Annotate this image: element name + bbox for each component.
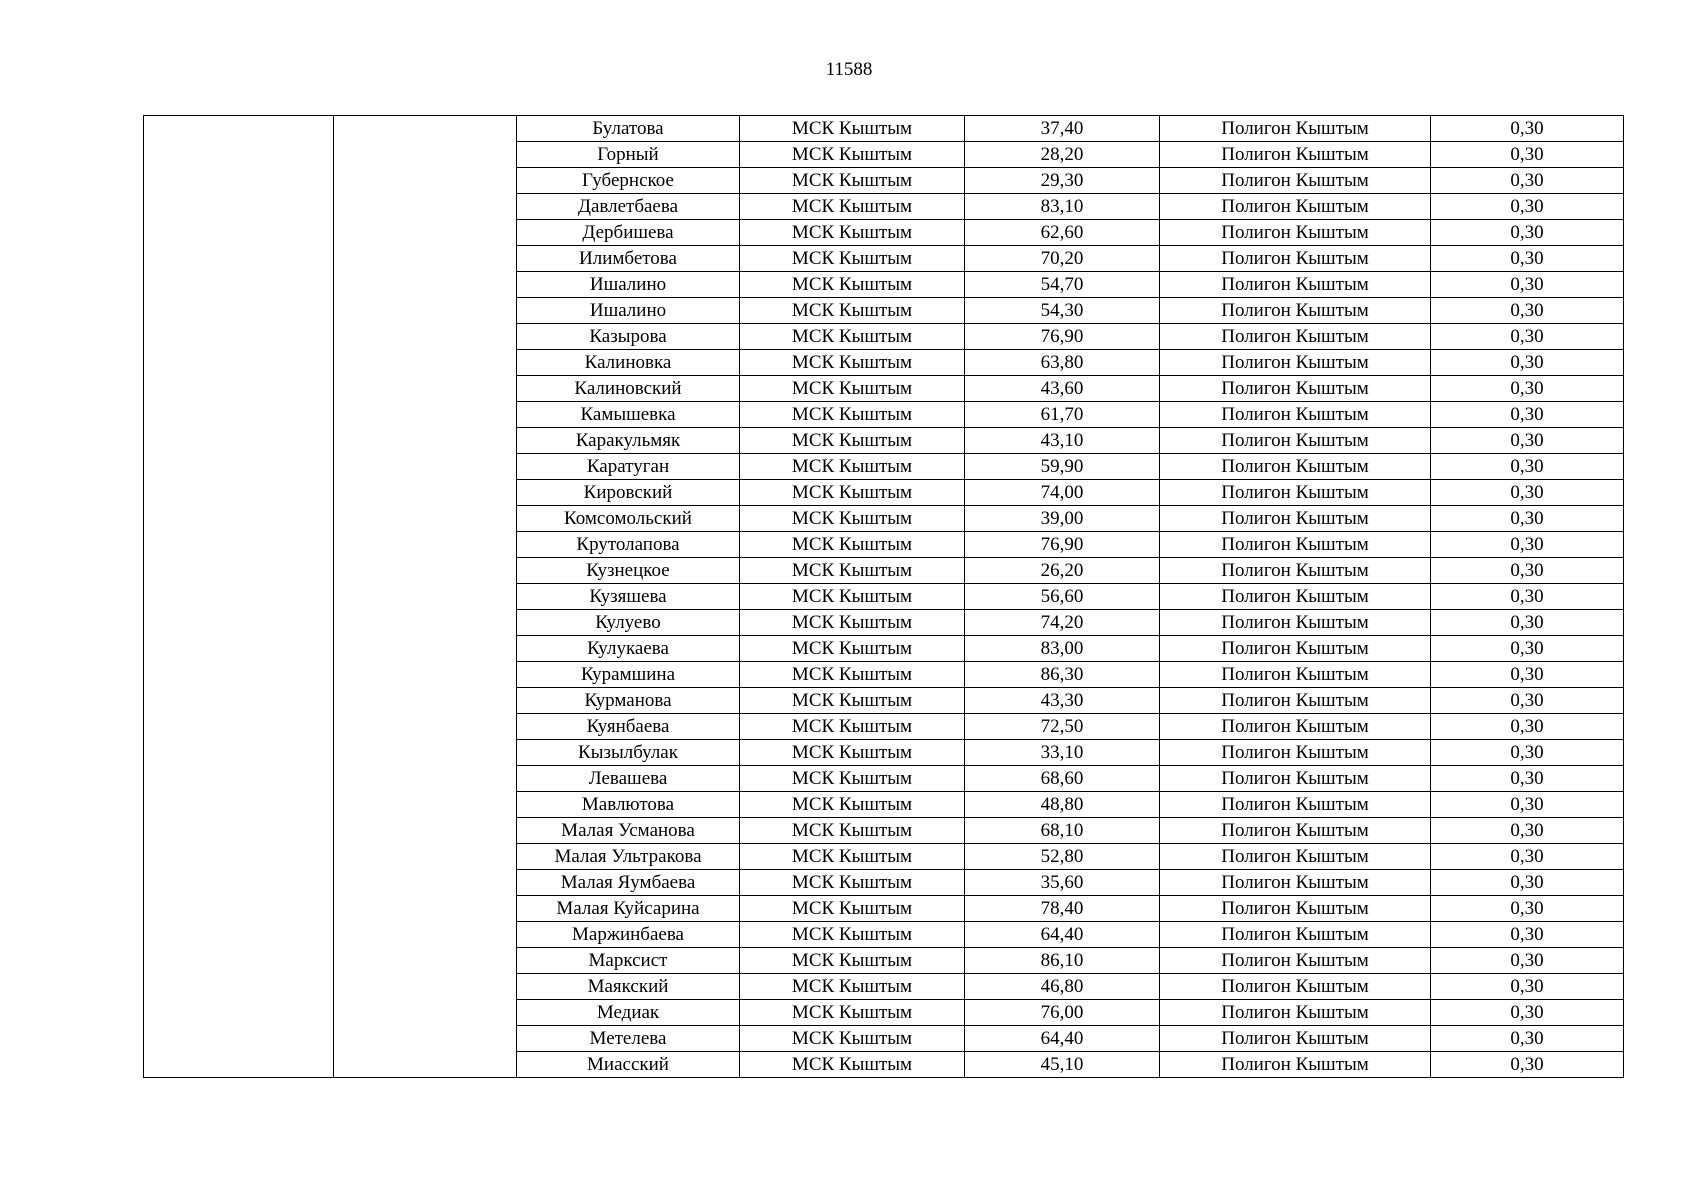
source-cell: МСК Кыштым: [740, 974, 965, 1000]
destination-cell: Полигон Кыштым: [1160, 194, 1431, 220]
settlement-cell: Казырова: [517, 324, 740, 350]
source-cell: МСК Кыштым: [740, 792, 965, 818]
source-cell: МСК Кыштым: [740, 220, 965, 246]
source-cell: МСК Кыштым: [740, 116, 965, 142]
value-cell: 0,30: [1431, 324, 1624, 350]
settlement-cell: Калиновка: [517, 350, 740, 376]
table-body: [144, 116, 1624, 1078]
destination-cell: Полигон Кыштым: [1160, 844, 1431, 870]
settlement-cell: Каратуган: [517, 454, 740, 480]
destination-cell: Полигон Кыштым: [1160, 480, 1431, 506]
destination-cell: Полигон Кыштым: [1160, 376, 1431, 402]
source-cell: МСК Кыштым: [740, 272, 965, 298]
distance-cell: 78,40: [965, 896, 1160, 922]
distance-cell: 74,20: [965, 610, 1160, 636]
destination-cell: Полигон Кыштым: [1160, 870, 1431, 896]
source-cell: МСК Кыштым: [740, 480, 965, 506]
source-cell: МСК Кыштым: [740, 402, 965, 428]
distance-cell: 43,60: [965, 376, 1160, 402]
value-cell: 0,30: [1431, 870, 1624, 896]
value-cell: 0,30: [1431, 792, 1624, 818]
source-cell: МСК Кыштым: [740, 818, 965, 844]
settlement-cell: Маякский: [517, 974, 740, 1000]
value-cell: 0,30: [1431, 766, 1624, 792]
destination-cell: Полигон Кыштым: [1160, 272, 1431, 298]
destination-cell: Полигон Кыштым: [1160, 584, 1431, 610]
distance-cell: 35,60: [965, 870, 1160, 896]
source-cell: МСК Кыштым: [740, 844, 965, 870]
destination-cell: Полигон Кыштым: [1160, 922, 1431, 948]
settlement-cell: Метелева: [517, 1026, 740, 1052]
destination-cell: Полигон Кыштым: [1160, 636, 1431, 662]
table-row: [144, 116, 1624, 142]
destination-cell: Полигон Кыштым: [1160, 428, 1431, 454]
distance-cell: 68,10: [965, 818, 1160, 844]
settlement-cell: Миасский: [517, 1052, 740, 1078]
value-cell: 0,30: [1431, 922, 1624, 948]
source-cell: МСК Кыштым: [740, 740, 965, 766]
source-cell: МСК Кыштым: [740, 870, 965, 896]
source-cell: МСК Кыштым: [740, 896, 965, 922]
distance-cell: 29,30: [965, 168, 1160, 194]
distance-cell: 56,60: [965, 584, 1160, 610]
value-cell: 0,30: [1431, 194, 1624, 220]
distance-cell: 86,10: [965, 948, 1160, 974]
source-cell: МСК Кыштым: [740, 636, 965, 662]
source-cell: МСК Кыштым: [740, 350, 965, 376]
value-cell: 0,30: [1431, 1000, 1624, 1026]
page-number: 11588: [825, 59, 873, 80]
distance-cell: 83,10: [965, 194, 1160, 220]
value-cell: 0,30: [1431, 610, 1624, 636]
source-cell: МСК Кыштым: [740, 1026, 965, 1052]
settlement-cell: Губернское: [517, 168, 740, 194]
distance-cell: 43,30: [965, 688, 1160, 714]
destination-cell: Полигон Кыштым: [1160, 1000, 1431, 1026]
source-cell: МСК Кыштым: [740, 766, 965, 792]
destination-cell: Полигон Кыштым: [1160, 558, 1431, 584]
data-table: [143, 115, 1624, 1078]
settlement-cell: Марксист: [517, 948, 740, 974]
settlement-cell: Ишалино: [517, 298, 740, 324]
destination-cell: Полигон Кыштым: [1160, 1052, 1431, 1078]
value-cell: 0,30: [1431, 454, 1624, 480]
source-cell: МСК Кыштым: [740, 454, 965, 480]
settlement-cell: Калиновский: [517, 376, 740, 402]
source-cell: МСК Кыштым: [740, 532, 965, 558]
settlement-cell: Кулукаева: [517, 636, 740, 662]
distance-cell: 46,80: [965, 974, 1160, 1000]
distance-cell: 28,20: [965, 142, 1160, 168]
destination-cell: Полигон Кыштым: [1160, 116, 1431, 142]
source-cell: МСК Кыштым: [740, 584, 965, 610]
source-cell: МСК Кыштым: [740, 194, 965, 220]
distance-cell: 59,90: [965, 454, 1160, 480]
distance-cell: 74,00: [965, 480, 1160, 506]
source-cell: МСК Кыштым: [740, 948, 965, 974]
source-cell: МСК Кыштым: [740, 714, 965, 740]
settlement-cell: Кулуево: [517, 610, 740, 636]
source-cell: МСК Кыштым: [740, 662, 965, 688]
destination-cell: Полигон Кыштым: [1160, 246, 1431, 272]
settlement-cell: Малая Усманова: [517, 818, 740, 844]
settlement-cell: Курамшина: [517, 662, 740, 688]
source-cell: МСК Кыштым: [740, 558, 965, 584]
distance-cell: 68,60: [965, 766, 1160, 792]
value-cell: 0,30: [1431, 480, 1624, 506]
destination-cell: Полигон Кыштым: [1160, 792, 1431, 818]
value-cell: 0,30: [1431, 558, 1624, 584]
distance-cell: 37,40: [965, 116, 1160, 142]
blank-cell-1: [144, 116, 334, 1078]
destination-cell: Полигон Кыштым: [1160, 350, 1431, 376]
source-cell: МСК Кыштым: [740, 922, 965, 948]
source-cell: МСК Кыштым: [740, 298, 965, 324]
settlement-cell: Ишалино: [517, 272, 740, 298]
destination-cell: Полигон Кыштым: [1160, 974, 1431, 1000]
distance-cell: 54,70: [965, 272, 1160, 298]
settlement-cell: Мавлютова: [517, 792, 740, 818]
value-cell: 0,30: [1431, 376, 1624, 402]
value-cell: 0,30: [1431, 298, 1624, 324]
settlement-cell: Комсомольский: [517, 506, 740, 532]
distance-cell: 63,80: [965, 350, 1160, 376]
value-cell: 0,30: [1431, 636, 1624, 662]
destination-cell: Полигон Кыштым: [1160, 896, 1431, 922]
settlement-cell: Горный: [517, 142, 740, 168]
source-cell: МСК Кыштым: [740, 1000, 965, 1026]
value-cell: 0,30: [1431, 116, 1624, 142]
distance-cell: 83,00: [965, 636, 1160, 662]
settlement-cell: Давлетбаева: [517, 194, 740, 220]
settlement-cell: Малая Куйсарина: [517, 896, 740, 922]
settlement-cell: Булатова: [517, 116, 740, 142]
destination-cell: Полигон Кыштым: [1160, 610, 1431, 636]
source-cell: МСК Кыштым: [740, 142, 965, 168]
destination-cell: Полигон Кыштым: [1160, 402, 1431, 428]
distance-cell: 48,80: [965, 792, 1160, 818]
destination-cell: Полигон Кыштым: [1160, 168, 1431, 194]
value-cell: 0,30: [1431, 220, 1624, 246]
settlement-cell: Кировский: [517, 480, 740, 506]
distance-cell: 70,20: [965, 246, 1160, 272]
distance-cell: 43,10: [965, 428, 1160, 454]
destination-cell: Полигон Кыштым: [1160, 142, 1431, 168]
value-cell: 0,30: [1431, 714, 1624, 740]
value-cell: 0,30: [1431, 948, 1624, 974]
value-cell: 0,30: [1431, 1026, 1624, 1052]
value-cell: 0,30: [1431, 350, 1624, 376]
source-cell: МСК Кыштым: [740, 506, 965, 532]
distance-cell: 64,40: [965, 1026, 1160, 1052]
destination-cell: Полигон Кыштым: [1160, 714, 1431, 740]
distance-cell: 33,10: [965, 740, 1160, 766]
distance-cell: 76,90: [965, 324, 1160, 350]
value-cell: 0,30: [1431, 142, 1624, 168]
distance-cell: 26,20: [965, 558, 1160, 584]
value-cell: 0,30: [1431, 974, 1624, 1000]
settlement-cell: Дербишева: [517, 220, 740, 246]
settlement-cell: Медиак: [517, 1000, 740, 1026]
value-cell: 0,30: [1431, 844, 1624, 870]
value-cell: 0,30: [1431, 662, 1624, 688]
destination-cell: Полигон Кыштым: [1160, 220, 1431, 246]
destination-cell: Полигон Кыштым: [1160, 662, 1431, 688]
settlement-cell: Каракульмяк: [517, 428, 740, 454]
source-cell: МСК Кыштым: [740, 610, 965, 636]
destination-cell: Полигон Кыштым: [1160, 818, 1431, 844]
settlement-cell: Курманова: [517, 688, 740, 714]
settlement-cell: Крутолапова: [517, 532, 740, 558]
source-cell: МСК Кыштым: [740, 1052, 965, 1078]
settlement-cell: Куянбаева: [517, 714, 740, 740]
distance-cell: 62,60: [965, 220, 1160, 246]
distance-cell: 86,30: [965, 662, 1160, 688]
distance-cell: 76,00: [965, 1000, 1160, 1026]
value-cell: 0,30: [1431, 272, 1624, 298]
source-cell: МСК Кыштым: [740, 246, 965, 272]
value-cell: 0,30: [1431, 506, 1624, 532]
settlement-cell: Кызылбулак: [517, 740, 740, 766]
source-cell: МСК Кыштым: [740, 324, 965, 350]
destination-cell: Полигон Кыштым: [1160, 454, 1431, 480]
settlement-cell: Кузяшева: [517, 584, 740, 610]
source-cell: МСК Кыштым: [740, 168, 965, 194]
value-cell: 0,30: [1431, 1052, 1624, 1078]
value-cell: 0,30: [1431, 688, 1624, 714]
settlement-cell: Маржинбаева: [517, 922, 740, 948]
destination-cell: Полигон Кыштым: [1160, 298, 1431, 324]
value-cell: 0,30: [1431, 532, 1624, 558]
distance-cell: 72,50: [965, 714, 1160, 740]
destination-cell: Полигон Кыштым: [1160, 1026, 1431, 1052]
value-cell: 0,30: [1431, 584, 1624, 610]
distance-cell: 64,40: [965, 922, 1160, 948]
source-cell: МСК Кыштым: [740, 428, 965, 454]
source-cell: МСК Кыштым: [740, 376, 965, 402]
distance-cell: 45,10: [965, 1052, 1160, 1078]
destination-cell: Полигон Кыштым: [1160, 324, 1431, 350]
settlement-cell: Камышевка: [517, 402, 740, 428]
distance-cell: 52,80: [965, 844, 1160, 870]
value-cell: 0,30: [1431, 402, 1624, 428]
value-cell: 0,30: [1431, 818, 1624, 844]
settlement-cell: Малая Яумбаева: [517, 870, 740, 896]
destination-cell: Полигон Кыштым: [1160, 532, 1431, 558]
settlement-cell: Малая Ультракова: [517, 844, 740, 870]
destination-cell: Полигон Кыштым: [1160, 506, 1431, 532]
value-cell: 0,30: [1431, 168, 1624, 194]
destination-cell: Полигон Кыштым: [1160, 688, 1431, 714]
value-cell: 0,30: [1431, 896, 1624, 922]
blank-cell-2: [334, 116, 517, 1078]
value-cell: 0,30: [1431, 246, 1624, 272]
destination-cell: Полигон Кыштым: [1160, 740, 1431, 766]
value-cell: 0,30: [1431, 428, 1624, 454]
value-cell: 0,30: [1431, 740, 1624, 766]
source-cell: МСК Кыштым: [740, 688, 965, 714]
settlement-cell: Кузнецкое: [517, 558, 740, 584]
destination-cell: Полигон Кыштым: [1160, 948, 1431, 974]
distance-cell: 54,30: [965, 298, 1160, 324]
distance-cell: 39,00: [965, 506, 1160, 532]
settlement-cell: Илимбетова: [517, 246, 740, 272]
destination-cell: Полигон Кыштым: [1160, 766, 1431, 792]
distance-cell: 76,90: [965, 532, 1160, 558]
distance-cell: 61,70: [965, 402, 1160, 428]
settlement-cell: Левашева: [517, 766, 740, 792]
